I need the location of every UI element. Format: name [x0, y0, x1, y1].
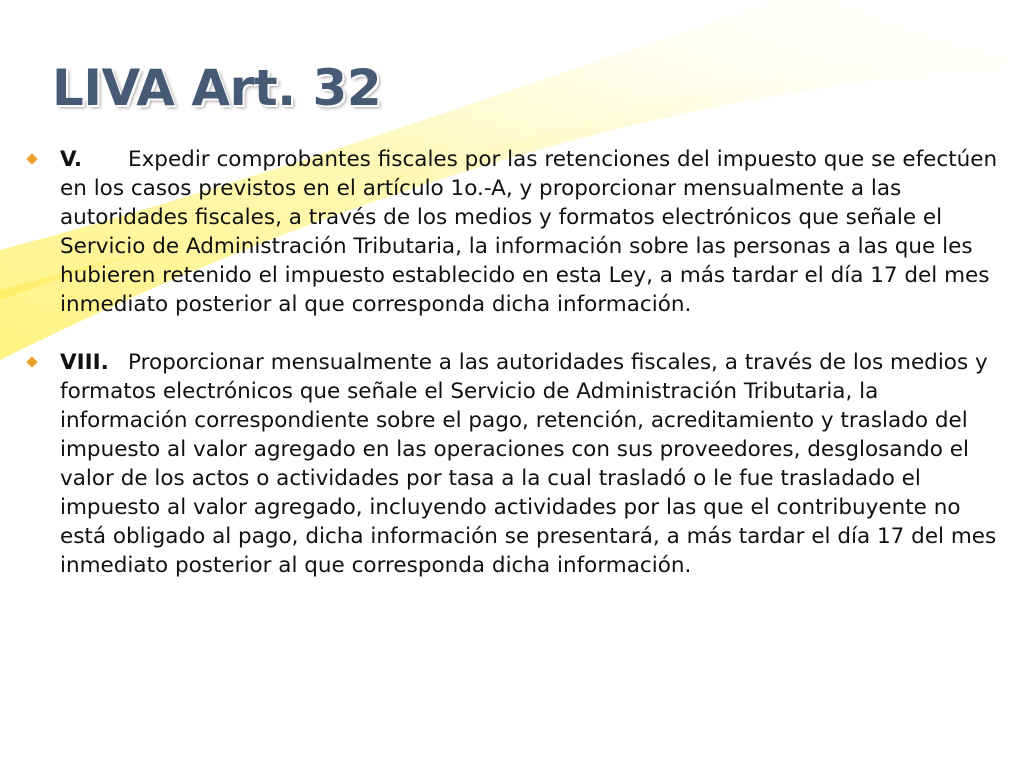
list-item	[24, 348, 999, 580]
item-number: V.	[60, 147, 83, 172]
item-number: VIII.	[60, 350, 109, 375]
diamond-bullet-icon	[26, 356, 37, 367]
diamond-bullet-icon	[26, 153, 37, 164]
item-text: Proporcionar mensualmente a las autoridades fiscales, a través de los medios y formatos electrónicos que señale el Servicio de Administración Tributaria, la información correspondiente sobre el pago, retención, acreditamiento y traslado del impuesto al valor agregado en las operaciones con sus proveedores, desglosando el valor de los actos o actividades por tasa a la cual trasladó o le fue trasladado el impuesto al valor agregado, incluyendo actividades por las que el contribuyente no está obligado al pago, dicha información se presentará, a más tardar el día 17 del mes inmediato posterior al que corresponda dicha información.	[60, 350, 997, 578]
slide-title: LIVA Art. 32	[52, 59, 382, 117]
list-item	[24, 145, 999, 319]
item-text: Expedir comprobantes fiscales por las retenciones del impuesto que se efectúen en los casos previstos en el artículo 1o.-A, y proporcionar mensualmente a las autoridades fiscales, a través de los medios y formatos electrónicos que señale el Servicio de Administración Tributaria, la información sobre las personas a las que les hubieren retenido el impuesto establecido en esta Ley, a más tardar el día 17 del mes inmediato posterior al que corresponda dicha información.	[60, 147, 998, 317]
bullet-list	[24, 145, 999, 580]
